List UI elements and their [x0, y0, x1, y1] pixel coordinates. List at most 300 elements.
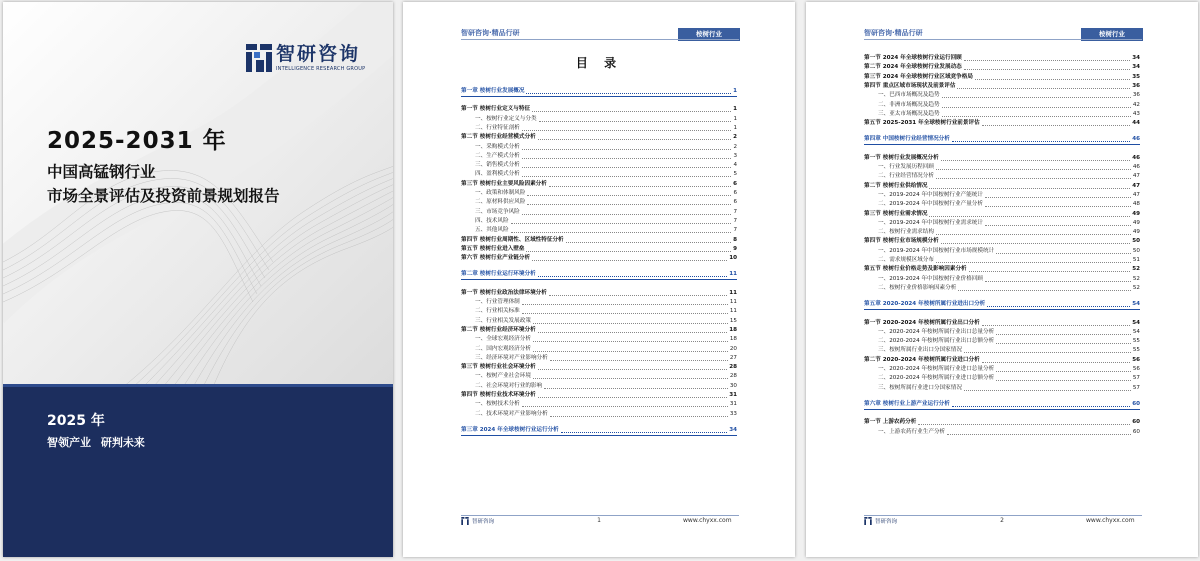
toc-entry-page: 43 — [1132, 110, 1140, 117]
toc-dot-leader — [936, 262, 1131, 263]
toc-entry-title: 二、2020-2024 年桉树所属行业出口总额分析 — [878, 338, 995, 345]
logo-mark-icon — [246, 44, 272, 72]
toc-dot-leader — [958, 290, 1131, 291]
toc-entry-page: 34 — [1132, 55, 1140, 61]
toc-entry-page: 36 — [1132, 82, 1140, 89]
toc-dot-leader — [522, 149, 732, 150]
toc-entry-title: 二、桉树行业需求结构 — [878, 229, 934, 236]
toc-chapter-entry[interactable] — [461, 427, 737, 436]
toc-dot-leader — [942, 97, 1131, 98]
toc-subsection-entry[interactable] — [864, 284, 1140, 293]
toc-entry-title: 一、2020-2024 年桉树所属行业进口总量分析 — [878, 366, 995, 372]
page-header-tag: 桉树行业 — [678, 28, 740, 41]
footer-divider — [461, 515, 739, 516]
toc-entry-title: 一、2020-2024 年桉树所属行业出口总量分析 — [878, 328, 995, 335]
footer-url[interactable]: www.chyxx.com — [683, 517, 732, 524]
toc-section-entry[interactable] — [461, 245, 737, 254]
toc-entry-page: 57 — [1132, 375, 1140, 382]
toc-subsection-entry[interactable] — [864, 101, 1140, 110]
toc-entry-page: 54 — [1132, 301, 1140, 308]
toc-entry-page: 49 — [1132, 229, 1140, 236]
toc-entry-page: 34 — [729, 426, 737, 433]
toc-dot-leader — [522, 406, 728, 407]
page-header-brand: 智研咨询·精品行研 — [864, 29, 923, 37]
toc-entry-page: 7 — [733, 217, 737, 224]
toc-dot-leader — [522, 313, 728, 314]
toc-entry-page: 48 — [1132, 201, 1140, 208]
toc-entry-title: 一、2019-2024 年中国桉树行业需求统计 — [878, 219, 983, 226]
toc-entry-page: 46 — [1132, 164, 1140, 170]
toc-entry-page: 18 — [729, 326, 737, 333]
toc-section-entry[interactable] — [461, 180, 737, 189]
toc-entry-title: 一、政策和体制风险 — [475, 190, 526, 196]
toc-subsection-entry[interactable] — [864, 191, 1140, 200]
toc-entry-title: 第一节 桉树行业定义与特征 — [461, 106, 531, 113]
toc-entry-page: 1 — [733, 106, 737, 113]
toc-dot-leader — [522, 167, 732, 168]
toc-subsection-entry[interactable] — [864, 228, 1140, 237]
toc-subsection-entry[interactable] — [461, 372, 737, 381]
toc-entry-title: 二、原材料供应风险 — [475, 199, 526, 206]
toc-subsection-entry[interactable] — [461, 410, 737, 419]
toc-section-entry[interactable] — [864, 119, 1140, 128]
toc-dot-leader — [533, 323, 728, 324]
toc-dot-leader — [936, 234, 1131, 235]
toc-entry-title: 三、市场竞争风险 — [475, 208, 520, 215]
toc-entry-page: 42 — [1132, 101, 1140, 108]
toc-dot-leader — [539, 121, 732, 122]
toc-section-entry[interactable] — [461, 363, 737, 372]
toc-entry-title: 四、盈利模式分析 — [475, 171, 520, 178]
toc-subsection-entry[interactable] — [461, 152, 737, 161]
toc-entry-title: 一、桉树产业社会环境 — [475, 373, 531, 380]
cover-title-line-2: 市场全景评估及投资前景规划报告 — [47, 187, 280, 205]
toc-subsection-entry[interactable] — [864, 172, 1140, 181]
toc-dot-leader — [549, 186, 731, 187]
toc-entry-page: 31 — [729, 401, 737, 408]
toc-dot-leader — [533, 378, 728, 379]
toc-entry-page: 50 — [1132, 247, 1140, 254]
toc-entry-title: 第六章 桉树行业上游产业运行分析 — [864, 400, 950, 407]
toc-dot-leader — [522, 130, 732, 131]
toc-entry-page: 47 — [1132, 191, 1140, 198]
toc-entry-page: 28 — [729, 364, 737, 371]
toc-entry-title: 一、行业管理体制 — [475, 299, 520, 305]
toc-entry-page: 28 — [729, 373, 737, 380]
toc-entry-page: 20 — [729, 345, 737, 352]
toc-entry-title: 三、桉树所属行业进口分国家情况 — [878, 384, 962, 391]
toc-subsection-entry[interactable] — [461, 400, 737, 409]
toc-entry-title: 五、其他风险 — [475, 227, 509, 234]
toc-subsection-entry[interactable] — [864, 110, 1140, 119]
toc-subsection-entry[interactable] — [864, 337, 1140, 346]
toc-entry-page: 52 — [1132, 284, 1140, 291]
toc-subsection-entry[interactable] — [461, 307, 737, 316]
toc-entry-page: 6 — [733, 180, 737, 187]
toc-dot-leader — [941, 160, 1131, 161]
toc-entry-title: 第二节 2020-2024 年桉树所属行业进口分析 — [864, 356, 980, 363]
toc-entry-title: 三、经济环境对产业影响分析 — [475, 354, 548, 361]
toc-entry-page: 30 — [729, 382, 737, 389]
toc-dot-leader — [996, 334, 1131, 335]
toc-dot-leader — [511, 223, 732, 224]
toc-subsection-entry[interactable] — [864, 91, 1140, 100]
toc-entry-title: 第二节 桉树行业供给情况 — [864, 182, 928, 189]
toc-entry-page: 11 — [729, 299, 737, 305]
toc-entry-title: 三、行业相关发展政策 — [475, 317, 531, 324]
page-number: 2 — [1000, 517, 1004, 524]
toc-dot-leader — [566, 242, 731, 243]
toc-dot-leader — [985, 281, 1131, 282]
toc-entry-page: 51 — [1132, 257, 1140, 263]
toc-section-entry[interactable] — [864, 319, 1140, 328]
header-divider — [461, 39, 739, 40]
toc-dot-leader — [987, 306, 1130, 307]
toc-dot-leader — [985, 225, 1131, 226]
toc-subsection-entry[interactable] — [864, 256, 1140, 265]
toc-dot-leader — [561, 432, 727, 433]
toc-entry-page: 8 — [733, 236, 737, 243]
toc-entry-page: 10 — [729, 255, 737, 262]
toc-entry-title: 一、巴西市场概况及趋势 — [878, 92, 940, 99]
toc-entry-page: 60 — [1132, 419, 1140, 426]
toc-subsection-entry[interactable] — [864, 247, 1140, 256]
toc-entry-title: 一、2019-2024 年中国桉树行业市场规模统计 — [878, 247, 995, 254]
toc-dot-leader — [538, 369, 728, 370]
toc-entry-title: 第二节 桉树行业经济环境分析 — [461, 326, 536, 333]
toc-dot-leader — [996, 343, 1131, 344]
toc-dot-leader — [918, 424, 1130, 425]
toc-entry-page: 60 — [1132, 428, 1140, 435]
toc-entry-page: 47 — [1132, 173, 1140, 180]
toc-dot-leader — [544, 388, 728, 389]
toc-dot-leader — [982, 362, 1131, 363]
toc-section-entry[interactable] — [461, 133, 737, 142]
toc-entry-page: 56 — [1132, 356, 1140, 363]
toc-dot-leader — [975, 79, 1130, 80]
toc-entry-title: 第四节 重点区域市场现状及前景评估 — [864, 82, 956, 89]
toc-dot-leader — [532, 260, 727, 261]
toc-entry-title: 第五节 桉树行业价格走势及影响因素分析 — [864, 266, 967, 273]
toc-entry-page: 60 — [1132, 400, 1140, 407]
toc-entry-title: 一、行业发展历程回顾 — [878, 164, 934, 170]
toc-section-entry[interactable] — [461, 391, 737, 400]
toc-entry-page: 6 — [733, 190, 737, 196]
toc-entry-page: 3 — [733, 152, 737, 159]
toc-entry-title: 第二节 桉树行业经营模式分析 — [461, 134, 536, 141]
toc-dot-leader — [527, 195, 731, 196]
toc-entry-page: 54 — [1132, 328, 1140, 335]
toc-entry-title: 第一节 桉树行业政治法律环境分析 — [461, 289, 547, 296]
toc-entry-title: 第三节 桉树行业社会环境分析 — [461, 364, 536, 371]
toc-entry-page: 52 — [1132, 266, 1140, 273]
toc-subsection-entry[interactable] — [864, 275, 1140, 284]
toc-entry-page: 1 — [733, 115, 737, 122]
footer-url[interactable]: www.chyxx.com — [1086, 517, 1135, 524]
toc-entry-page: 6 — [733, 199, 737, 206]
toc-entry-page: 54 — [1132, 319, 1140, 326]
toc-section-entry[interactable] — [864, 73, 1140, 82]
toc-subsection-entry[interactable] — [461, 124, 737, 133]
toc-dot-leader — [996, 380, 1131, 381]
toc-entry-title: 二、国内宏观经济分析 — [475, 345, 531, 352]
toc-entry-title: 第三章 2024 年全球桉树行业运行分析 — [461, 426, 559, 433]
toc-subsection-entry[interactable] — [461, 335, 737, 344]
company-logo — [246, 44, 365, 72]
toc-section-entry[interactable] — [864, 237, 1140, 246]
toc-section-entry[interactable] — [864, 63, 1140, 72]
toc-dot-leader — [538, 332, 728, 333]
toc-subsection-entry[interactable] — [864, 374, 1140, 383]
toc-entry-title: 二、行业相关标准 — [475, 308, 520, 315]
toc-entry-page: 1 — [733, 124, 737, 131]
cover-year-range: 2025-2031 年 — [47, 128, 227, 154]
toc-entry-page: 34 — [1132, 64, 1140, 71]
toc-section-entry[interactable] — [864, 356, 1140, 365]
toc-subsection-entry[interactable] — [864, 384, 1140, 393]
toc-dot-leader — [526, 251, 731, 252]
toc-dot-leader — [969, 271, 1131, 272]
toc-section-entry[interactable] — [461, 105, 737, 114]
toc-entry-page: 11 — [729, 308, 737, 315]
toc-subsection-entry[interactable] — [461, 198, 737, 207]
toc-dot-leader — [522, 158, 732, 159]
toc-section-entry[interactable] — [864, 182, 1140, 191]
toc-entry-title: 四、技术风险 — [475, 217, 509, 224]
toc-entry-page: 55 — [1132, 347, 1140, 354]
toc-entry-title: 三、桉树所属行业出口分国家情况 — [878, 347, 962, 354]
toc-dot-leader — [526, 93, 731, 94]
toc-entry-title: 第二章 桉树行业运行环境分析 — [461, 271, 536, 278]
toc-entry-title: 第一节 2024 年全球桉树行业运行回顾 — [864, 55, 962, 61]
toc-entry-page: 15 — [729, 317, 737, 324]
toc-entry-page: 33 — [729, 410, 737, 417]
toc-chapter-entry[interactable] — [461, 271, 737, 280]
toc-entry-page: 7 — [733, 227, 737, 234]
toc-section-entry[interactable] — [864, 418, 1140, 427]
toc-entry-title: 二、社会环境对行业的影响 — [475, 382, 543, 389]
toc-entry-title: 第五节 桉树行业进入壁垒 — [461, 245, 525, 252]
cover-page — [3, 2, 393, 557]
toc-entry-title: 第二节 2024 年全球桉树行业发展动态 — [864, 64, 962, 71]
toc-entry-title: 二、2020-2024 年桉树所属行业进口总额分析 — [878, 375, 995, 382]
toc-dot-leader — [996, 253, 1131, 254]
toc-entry-title: 三、亚太市场概况及趋势 — [878, 110, 940, 117]
toc-entry-title: 第五章 2020-2024 年桉树所属行业进出口分析 — [864, 301, 986, 308]
toc-subsection-entry[interactable] — [461, 298, 737, 307]
toc-dot-leader — [964, 390, 1131, 391]
toc-entry-page: 2 — [733, 134, 737, 141]
toc-entry-title: 一、桉树技术分析 — [475, 401, 520, 408]
toc-entry-title: 第一节 上游农药分析 — [864, 419, 917, 426]
toc-dot-leader — [942, 116, 1131, 117]
toc-chapter-entry[interactable] — [864, 301, 1140, 310]
toc-entry-page: 46 — [1132, 136, 1140, 143]
toc-entry-title: 二、技术环境对产业影响分析 — [475, 410, 548, 417]
toc-dot-leader — [549, 295, 727, 296]
toc-title: 目 录 — [575, 56, 623, 70]
toc-subsection-entry[interactable] — [461, 354, 737, 363]
toc-entry-title: 第四节 桉树行业周期性、区域性特征分析 — [461, 236, 564, 243]
toc-dot-leader — [929, 188, 1130, 189]
toc-entry-page: 4 — [733, 162, 737, 169]
toc-subsection-entry[interactable] — [461, 208, 737, 217]
toc-entry-page: 5 — [733, 171, 737, 178]
toc-entry-title: 一、全球宏观经济分析 — [475, 336, 531, 343]
toc-subsection-entry[interactable] — [461, 226, 737, 235]
toc-entry-page: 50 — [1132, 238, 1140, 245]
toc-dot-leader — [996, 371, 1131, 372]
toc-entry-title: 第一节 2020-2024 年桉树所属行业出口分析 — [864, 319, 980, 326]
toc-entry-title: 第三节 桉树行业主要风险因素分析 — [461, 180, 547, 187]
toc-entry-page: 46 — [1132, 154, 1140, 161]
toc-subsection-entry[interactable] — [864, 200, 1140, 209]
toc-entry-title: 一、采购模式分析 — [475, 143, 520, 150]
toc-entry-title: 二、非洲市场概况及趋势 — [878, 101, 940, 108]
toc-subsection-entry[interactable] — [461, 161, 737, 170]
toc-entry-title: 第三节 2024 年全球桉树行业区域竞争格局 — [864, 73, 973, 80]
toc-dot-leader — [527, 204, 731, 205]
footer-divider — [864, 515, 1142, 516]
toc-entry-page: 1 — [733, 88, 737, 94]
toc-dot-leader — [952, 141, 1130, 142]
toc-entry-title: 二、桉树行业价格影响因素分析 — [878, 284, 957, 291]
toc-subsection-entry[interactable] — [864, 219, 1140, 228]
toc-section-entry[interactable] — [461, 289, 737, 298]
toc-entry-title: 二、行业经营情况分析 — [878, 173, 934, 180]
toc-subsection-entry[interactable] — [864, 365, 1140, 374]
toc-subsection-entry[interactable] — [461, 143, 737, 152]
toc-section-entry[interactable] — [461, 236, 737, 245]
toc-subsection-entry[interactable] — [864, 346, 1140, 355]
toc-entry-page: 11 — [729, 289, 737, 296]
toc-entry-title: 第一节 桉树行业发展概况分析 — [864, 154, 939, 161]
toc-entry-page: 9 — [733, 245, 737, 252]
toc-entry-page: 18 — [729, 336, 737, 343]
toc-chapter-entry[interactable] — [864, 136, 1140, 145]
toc-chapter-entry[interactable] — [864, 401, 1140, 410]
header-divider — [864, 39, 1142, 40]
toc-dot-leader — [957, 88, 1130, 89]
toc-entry-title: 第四节 桉树行业技术环境分析 — [461, 392, 536, 398]
page-header-brand: 智研咨询·精品行研 — [461, 29, 520, 37]
toc-dot-leader — [550, 360, 728, 361]
toc-entry-page: 44 — [1132, 120, 1140, 127]
toc-subsection-entry[interactable] — [461, 217, 737, 226]
toc-entry-page: 7 — [733, 208, 737, 215]
toc-entry-title: 第五节 2025-2031 年全球桉树行业前景评估 — [864, 120, 980, 127]
toc-section-entry[interactable] — [864, 54, 1140, 63]
toc-subsection-entry[interactable] — [461, 382, 737, 391]
logo-chinese-text: 智研咨询 — [276, 43, 361, 65]
cover-slogan: 智领产业 研判未来 — [47, 436, 145, 449]
toc-page-2 — [806, 2, 1198, 557]
toc-entry-title: 第六节 桉树行业产业链分析 — [461, 255, 531, 262]
toc-entry-title: 二、生产模式分析 — [475, 152, 520, 159]
toc-section-entry[interactable] — [864, 154, 1140, 163]
toc-subsection-entry[interactable] — [864, 163, 1140, 172]
toc-dot-leader — [533, 341, 728, 342]
toc-entry-page: 52 — [1132, 275, 1140, 282]
toc-chapter-entry[interactable] — [461, 88, 737, 97]
toc-entry-page: 49 — [1132, 219, 1140, 226]
toc-entry-title: 第三节 桉树行业需求情况 — [864, 210, 928, 217]
toc-subsection-entry[interactable] — [864, 328, 1140, 337]
toc-entry-title: 第四节 桉树行业市场规模分析 — [864, 238, 939, 245]
toc-subsection-entry[interactable] — [864, 428, 1140, 437]
toc-dot-leader — [538, 276, 728, 277]
toc-entry-title: 二、2019-2024 年中国桉树行业产量分析 — [878, 201, 983, 208]
toc-dot-leader — [941, 243, 1131, 244]
toc-dot-leader — [522, 214, 732, 215]
toc-entry-page: 27 — [729, 354, 737, 361]
toc-entry-page: 55 — [1132, 338, 1140, 345]
toc-section-entry[interactable] — [461, 326, 737, 335]
toc-dot-leader — [533, 351, 728, 352]
toc-entry-title: 一、桉树行业定义与分类 — [475, 115, 537, 122]
toc-dot-leader — [964, 352, 1131, 353]
toc-entry-title: 二、行业特征剖析 — [475, 124, 520, 131]
toc-dot-leader — [942, 107, 1131, 108]
toc-subsection-entry[interactable] — [461, 345, 737, 354]
cover-title-line-1: 中国高锰钢行业 — [47, 163, 156, 181]
toc-section-entry[interactable] — [864, 265, 1140, 274]
toc-dot-leader — [982, 125, 1131, 126]
toc-entry-title: 第一章 桉树行业发展概况 — [461, 88, 525, 94]
page-header-tag: 桉树行业 — [1081, 28, 1143, 41]
toc-entry-page: 57 — [1132, 384, 1140, 391]
toc-entry-title: 一、上游农药行业生产分析 — [878, 428, 946, 435]
toc-dot-leader — [964, 69, 1130, 70]
toc-dot-leader — [511, 232, 732, 233]
toc-page-1 — [403, 2, 795, 557]
footer-brand-text: 智研咨询 — [472, 519, 495, 525]
toc-section-entry[interactable] — [864, 82, 1140, 91]
toc-entry-page: 47 — [1132, 182, 1140, 189]
toc-section-entry[interactable] — [864, 210, 1140, 219]
toc-dot-leader — [522, 304, 728, 305]
toc-entry-title: 二、需求规模区域分布 — [878, 257, 934, 263]
toc-dot-leader — [538, 139, 731, 140]
toc-dot-leader — [550, 416, 728, 417]
toc-section-entry[interactable] — [461, 254, 737, 263]
toc-dot-leader — [936, 178, 1131, 179]
toc-subsection-entry[interactable] — [461, 115, 737, 124]
footer-brand-text: 智研咨询 — [875, 519, 898, 525]
toc-entry-title: 三、销售模式分析 — [475, 162, 520, 169]
toc-entry-title: 一、2019-2024 年中国桉树行业价格回顾 — [878, 275, 983, 282]
toc-entry-page: 49 — [1132, 210, 1140, 217]
toc-subsection-entry[interactable] — [461, 189, 737, 198]
toc-subsection-entry[interactable] — [461, 170, 737, 179]
toc-dot-leader — [964, 60, 1130, 61]
toc-dot-leader — [985, 206, 1131, 207]
toc-dot-leader — [985, 197, 1131, 198]
toc-dot-leader — [538, 397, 728, 398]
toc-entry-title: 第四章 中国桉树行业经营情况分析 — [864, 136, 950, 143]
toc-dot-leader — [952, 406, 1130, 407]
toc-entry-page: 36 — [1132, 92, 1140, 99]
toc-dot-leader — [522, 176, 732, 177]
toc-entry-page: 56 — [1132, 366, 1140, 372]
toc-entry-page: 31 — [729, 392, 737, 398]
toc-entry-title: 一、2019-2024 年中国桉树行业产能统计 — [878, 191, 983, 198]
page-number: 1 — [597, 517, 601, 524]
cover-date: 2025 年 — [47, 413, 105, 429]
toc-subsection-entry[interactable] — [461, 317, 737, 326]
toc-entry-page: 35 — [1132, 73, 1140, 80]
toc-dot-leader — [929, 216, 1130, 217]
